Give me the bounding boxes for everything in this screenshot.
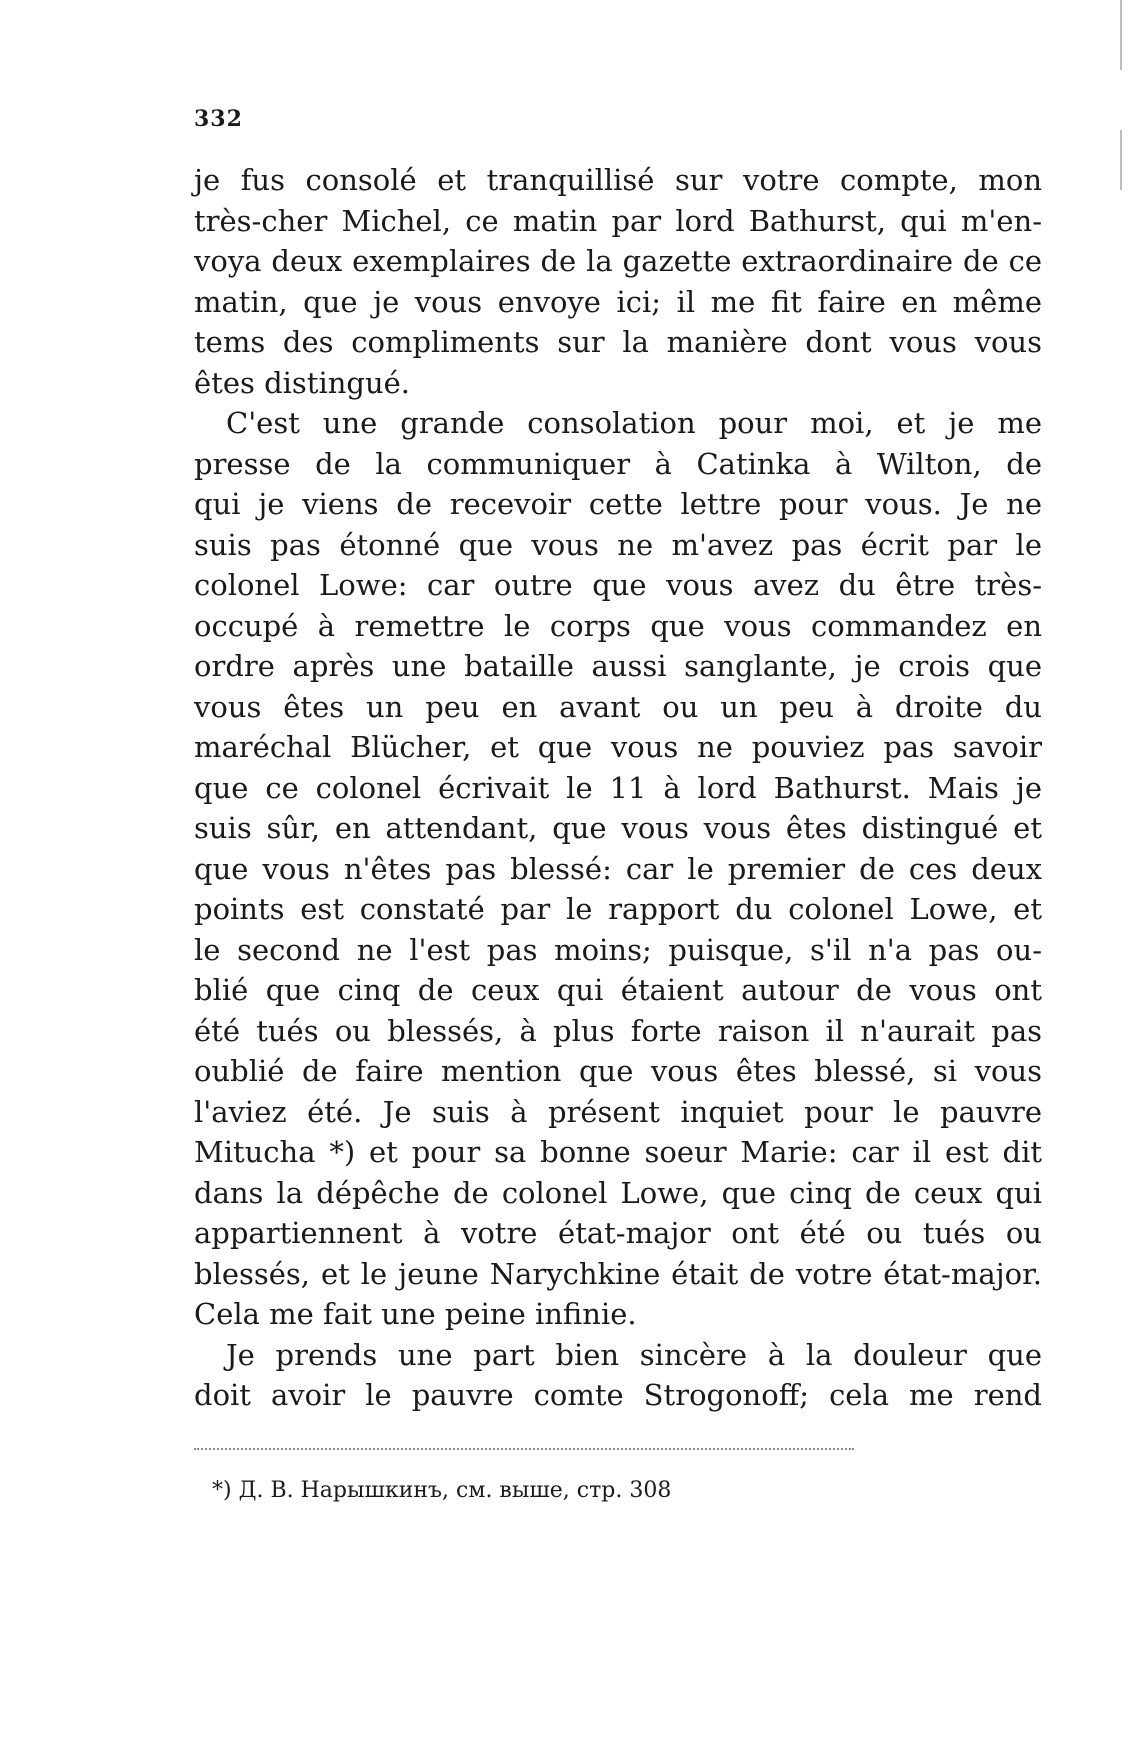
text-line: appartiennent à votre état-major ont été ou tués ou [194,1216,1042,1250]
text-line: blessés, et le jeune Narychkine était de votre état-major. [194,1256,1042,1291]
text-line: blié que cinq de ceux qui étaient autour de vous ont [194,973,1042,1007]
body-text [194,160,1042,1416]
text-line: Je prends une part bien sincère à la douleur que [226,1337,1042,1372]
text-line: oublié de faire mention que vous êtes blessé, si vous [194,1054,1042,1088]
page-number: 332 [194,106,243,132]
text-line: suis pas étonné que vous ne m'avez pas écrit par le [194,527,1042,562]
text-line: doit avoir le pauvre comte Strogonoff; cela me rend [194,1378,1042,1412]
text-line: l'aviez été. Je suis à présent inquiet pour le pauvre [194,1094,1042,1129]
footnote-separator [194,1448,854,1450]
text-line: que ce colonel écrivait le 11 à lord Bathurst. Mais je [194,770,1042,805]
text-line: maréchal Blücher, et que vous ne pouviez pas savoir [194,730,1042,764]
paragraph [194,160,1042,403]
text-line: tems des compliments sur la manière dont vous vous [194,325,1042,359]
page-edge-mark [1120,130,1122,190]
text-line: ordre après une bataille aussi sanglante, je crois que [194,649,1042,683]
text-line: qui je viens de recevoir cette lettre pour vous. Je ne [194,487,1042,521]
text-line: C'est une grande consolation pour moi, et je me [226,406,1042,440]
text-line: je fus consolé et tranquillisé sur votre compte, mon [194,163,1042,197]
text-line: êtes distingué. [194,365,411,400]
footnote: *) Д. В. Нарышкинъ, см. выше, стр. 308 [212,1478,672,1503]
page-edge-mark [1120,0,1122,70]
text-line: colonel Lowe: car outre que vous avez du être très- [194,568,1042,602]
paragraph [194,1335,1042,1416]
text-line: été tués ou blessés, à plus forte raison il n'aurait pas [194,1013,1042,1048]
paragraph [194,403,1042,1335]
text-line: points est constaté par le rapport du colonel Lowe, et [194,892,1042,926]
text-line: Mitucha *) et pour sa bonne soeur Marie: car il est dit [194,1135,1042,1169]
text-line: que vous n'êtes pas blessé: car le premier de ces deux [194,851,1042,886]
text-line: Cela me fait une peine infinie. [194,1297,637,1331]
text-line: occupé à remettre le corps que vous commandez en [194,608,1042,643]
text-line: suis sûr, en attendant, que vous vous êtes distingué et [194,811,1042,845]
text-line: dans la dépêche de colonel Lowe, que cinq de ceux qui [194,1175,1042,1210]
text-line: matin, que je vous envoye ici; il me fit faire en même [194,284,1042,319]
text-line: presse de la communiquer à Catinka à Wilton, de [194,446,1042,481]
text-line: vous êtes un peu en avant ou un peu à droite du [194,689,1042,724]
text-line: voya deux exemplaires de la gazette extraordinaire de ce [194,244,1042,278]
text-line: très-cher Michel, ce matin par lord Bathurst, qui m'en- [194,203,1042,238]
text-line: le second ne l'est pas moins; puisque, s'il n'a pas ou- [194,932,1042,967]
